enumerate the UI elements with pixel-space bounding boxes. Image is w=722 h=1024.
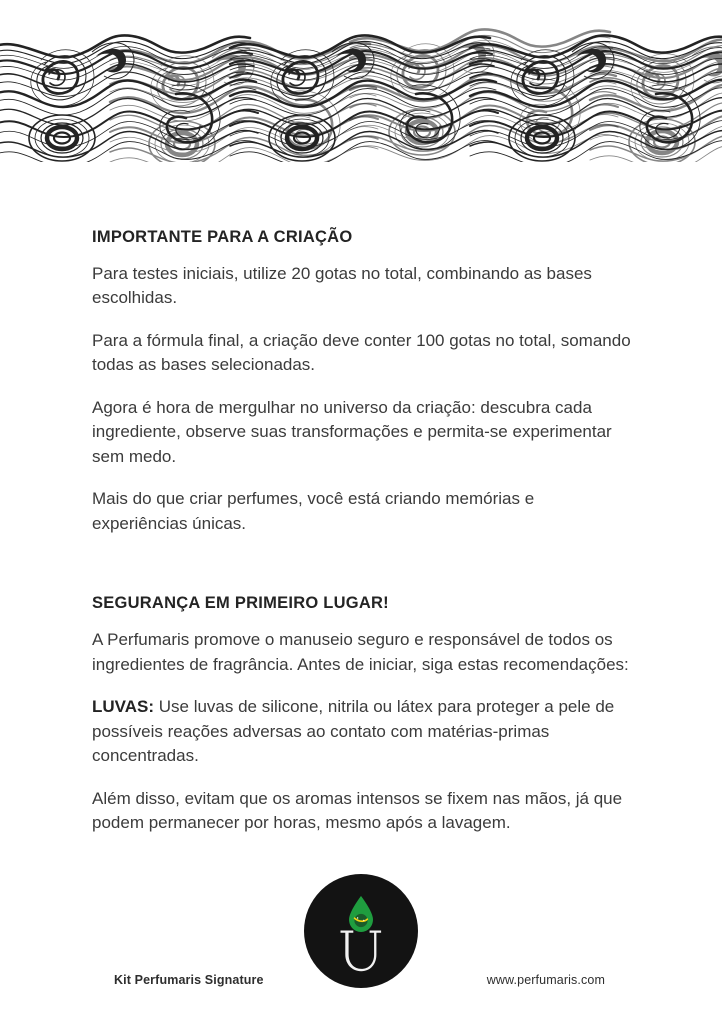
droplet-icon xyxy=(349,896,373,932)
paragraph: A Perfumaris promove o manuseio seguro e responsável de todos os ingredientes de fragrância. Antes de iniciar, siga estas recomendações: xyxy=(92,630,629,674)
paragraph: Para a fórmula final, a criação deve conter 100 gotas no total, somando todas as bases selecionadas. xyxy=(92,330,631,375)
section-seguranca-em-primeiro-lugar xyxy=(92,594,632,835)
page-footer xyxy=(0,874,722,1024)
paragraph-gloves xyxy=(92,695,632,769)
paragraph: Para testes iniciais, utilize 20 gotas no total, combinando as bases escolhidas. xyxy=(92,263,592,308)
logo-letter-u xyxy=(341,931,382,972)
section-importante-para-a-criacao xyxy=(92,228,632,536)
section-heading: IMPORTANTE PARA A CRIAÇÃO xyxy=(92,228,353,246)
footer-kit-label: Kit Perfumaris Signature xyxy=(114,973,264,987)
paragraph-text: Use luvas de silicone, nitrila ou látex para proteger a pele de possíveis reações adversas ao contato com matérias-primas concentradas. xyxy=(92,697,615,766)
paragraph: Além disso, evitam que os aromas intensos se fixem nas mãos, já que podem permanecer por horas, mesmo após a lavagem. xyxy=(92,788,623,833)
marbled-swirl-pattern xyxy=(0,26,722,162)
footer-text-row xyxy=(0,970,722,1000)
section-spacer xyxy=(92,536,632,594)
paragraph: Agora é hora de mergulhar no universo da criação: descubra cada ingrediente, observe suas transformações e permita-se experimentar sem medo. xyxy=(92,397,612,466)
paragraph-lead-label: LUVAS: xyxy=(92,697,155,717)
paragraph: Mais do que criar perfumes, você está criando memórias e experiências únicas. xyxy=(92,489,535,533)
section-heading: SEGURANÇA EM PRIMEIRO LUGAR! xyxy=(92,594,389,613)
footer-website-label[interactable]: www.perfumaris.com xyxy=(486,973,605,987)
document-body xyxy=(92,228,632,836)
